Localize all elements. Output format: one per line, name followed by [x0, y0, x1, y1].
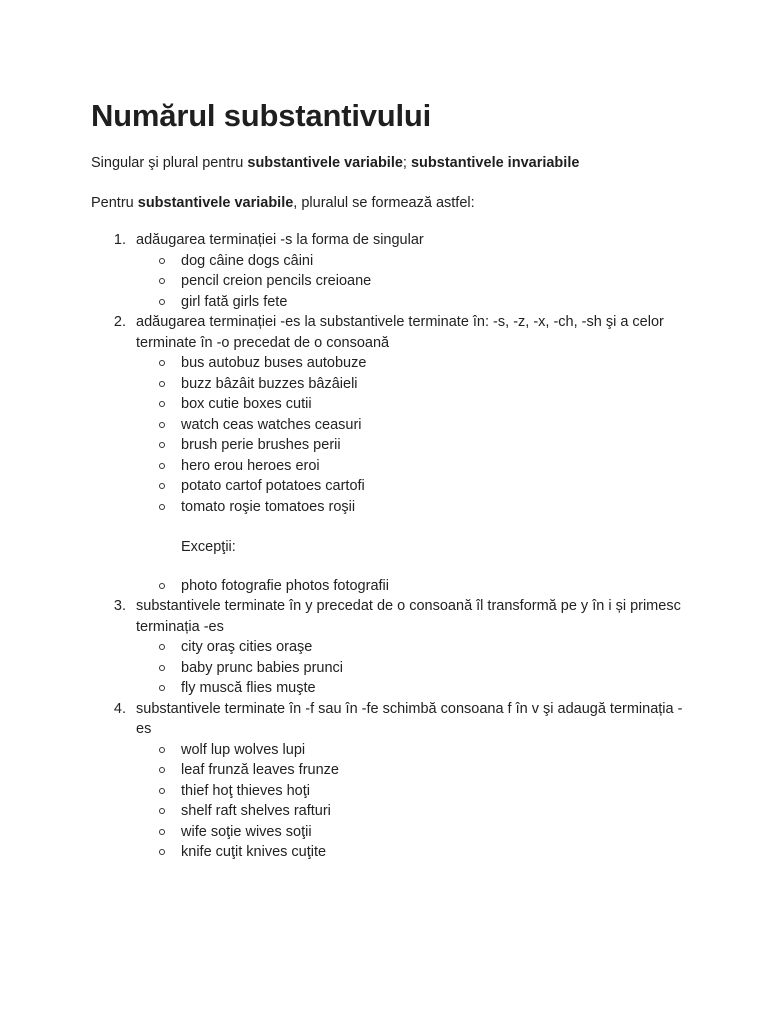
circle-bullet-icon	[159, 278, 165, 284]
circle-bullet-icon	[159, 299, 165, 305]
rule-item	[0, 596, 768, 699]
intro-paragraph	[91, 153, 579, 173]
example-text: knife cuţit knives cuţite	[181, 844, 327, 860]
variable-intro-rest: , pluralul se formează astfel:	[293, 195, 475, 211]
example-item	[0, 822, 768, 843]
example-text: watch ceas watches ceasuri	[181, 416, 362, 433]
circle-bullet-icon	[159, 829, 165, 835]
circle-bullet-icon	[159, 504, 165, 510]
rule-number: 4.	[113, 700, 126, 717]
circle-bullet-icon	[159, 422, 165, 428]
variable-intro-text: Pentru	[91, 195, 138, 211]
rule-text: substantivele terminate în y precedat de o consoană îl transformă pe y în i și primesc terminația -es	[136, 598, 681, 635]
rule-heading	[0, 596, 768, 637]
example-item	[0, 637, 768, 658]
example-text: thief hoţ thieves hoţi	[181, 782, 310, 799]
page-title: Numărul substantivului	[91, 98, 432, 133]
example-item	[0, 801, 768, 822]
example-item	[0, 374, 768, 395]
example-item	[0, 292, 768, 313]
rule-text: substantivele terminate în -f sau în -fe schimbă consoana f în v şi adaugă terminația -es	[136, 700, 683, 737]
rule-text: adăugarea terminației -es la substantivele terminate în: -s, -z, -x, -ch, -sh şi a celor terminate în -o precedat de o consoană	[136, 314, 664, 351]
example-text: wolf lup wolves lupi	[181, 741, 306, 758]
example-item	[0, 456, 768, 477]
example-text: pencil creion pencils creioane	[181, 273, 372, 289]
example-text: box cutie boxes cutii	[181, 396, 312, 412]
example-item	[0, 476, 768, 497]
example-text: leaf frunză leaves frunze	[181, 762, 339, 778]
example-item	[0, 353, 768, 374]
rule-heading	[0, 699, 768, 740]
intro-bold-invariable: substantivele invariabile	[410, 155, 580, 171]
example-text: brush perie brushes perii	[181, 437, 341, 453]
example-item	[0, 435, 768, 456]
rule-item	[0, 230, 768, 312]
example-item	[0, 394, 768, 415]
example-text: wife soţie wives soţii	[181, 823, 312, 840]
variable-intro-paragraph	[91, 193, 475, 213]
examples-list	[0, 740, 768, 863]
circle-bullet-icon	[159, 258, 165, 264]
example-item	[0, 740, 768, 761]
example-text: girl fată girls fete	[181, 293, 288, 310]
example-text: baby prunc babies prunci	[181, 659, 344, 676]
example-item	[0, 678, 768, 699]
rule-number: 3.	[113, 598, 126, 614]
rule-text: adăugarea terminației -s la forma de singular	[136, 232, 424, 248]
circle-bullet-icon	[159, 644, 165, 650]
example-item	[0, 497, 768, 518]
example-text: dog câine dogs câini	[181, 252, 314, 269]
example-text: potato cartof potatoes cartofi	[181, 478, 365, 494]
circle-bullet-icon	[159, 849, 165, 855]
rule-heading	[0, 230, 768, 251]
circle-bullet-icon	[159, 685, 165, 691]
example-text: shelf raft shelves rafturi	[181, 803, 331, 819]
example-item	[0, 415, 768, 436]
circle-bullet-icon	[159, 583, 165, 589]
circle-bullet-icon	[159, 442, 165, 448]
examples-list	[0, 353, 768, 517]
rule-number: 1.	[113, 232, 126, 248]
circle-bullet-icon	[159, 381, 165, 387]
exceptions-list	[0, 576, 768, 597]
circle-bullet-icon	[159, 401, 165, 407]
example-text: hero erou heroes eroi	[181, 457, 320, 474]
exceptions-label: Excepţii:	[181, 539, 236, 555]
example-item	[0, 760, 768, 781]
example-item	[0, 842, 768, 863]
examples-list	[0, 251, 768, 313]
examples-list	[0, 637, 768, 699]
intro-bold-variable: substantivele variabile	[247, 155, 403, 171]
example-item	[0, 251, 768, 272]
variable-intro-bold: substantivele variabile	[137, 195, 294, 211]
example-text: photo fotografie photos fotografii	[181, 577, 389, 594]
circle-bullet-icon	[159, 463, 165, 469]
circle-bullet-icon	[159, 788, 165, 794]
example-item	[0, 658, 768, 679]
example-item	[0, 271, 768, 292]
rule-item	[0, 312, 768, 596]
circle-bullet-icon	[159, 665, 165, 671]
example-item	[0, 781, 768, 802]
circle-bullet-icon	[159, 767, 165, 773]
rule-heading	[0, 312, 768, 353]
intro-text: Singular şi plural pentru	[91, 155, 248, 171]
example-text: tomato roşie tomatoes roşii	[181, 498, 356, 515]
circle-bullet-icon	[159, 360, 165, 366]
intro-separator: ;	[402, 155, 411, 171]
example-item	[0, 576, 768, 597]
example-text: buzz bâzâit buzzes bâzâieli	[181, 375, 358, 392]
circle-bullet-icon	[159, 808, 165, 814]
rule-item	[0, 699, 768, 863]
example-text: fly muscă flies muşte	[181, 680, 316, 696]
example-text: bus autobuz buses autobuze	[181, 355, 367, 371]
rule-number: 2.	[113, 314, 126, 330]
example-text: city oraş cities oraşe	[181, 639, 313, 655]
rules-list	[0, 230, 768, 863]
circle-bullet-icon	[159, 747, 165, 753]
circle-bullet-icon	[159, 483, 165, 489]
